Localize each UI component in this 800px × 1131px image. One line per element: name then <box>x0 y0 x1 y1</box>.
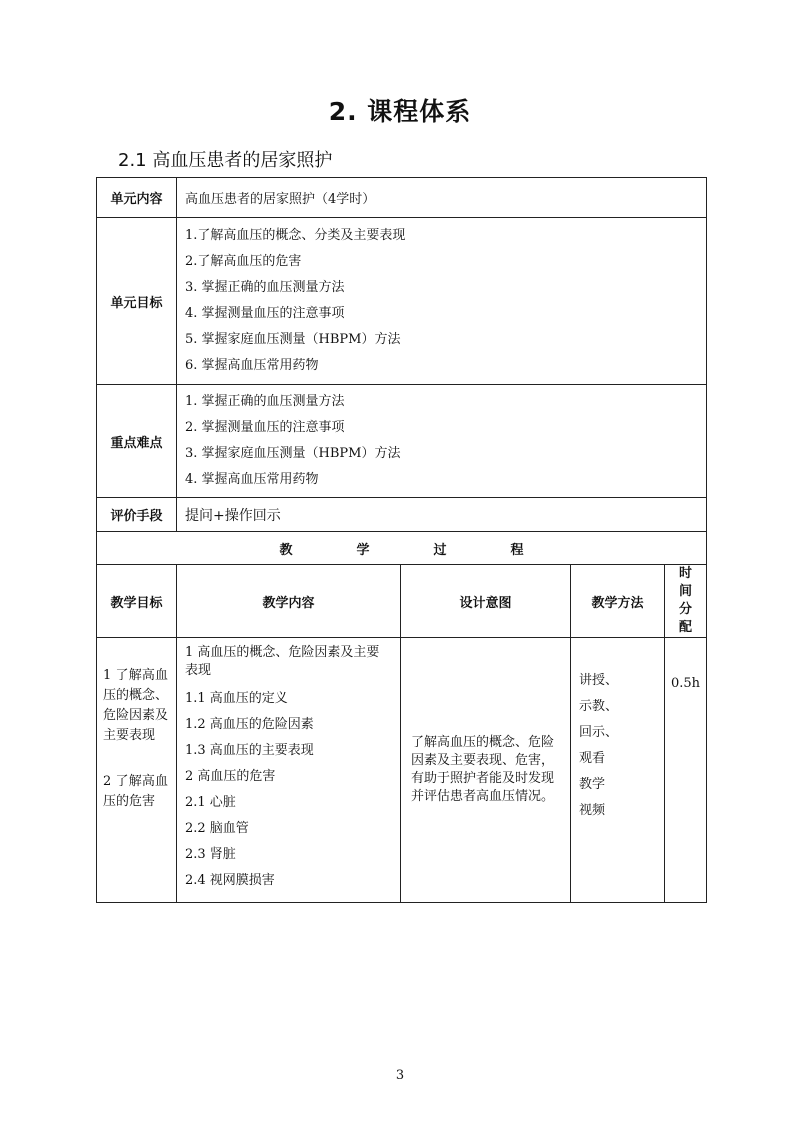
page-number: 3 <box>395 1068 405 1083</box>
unit-content-row <box>97 178 707 218</box>
list-item: 6. 掌握高血压常用药物 <box>185 358 319 373</box>
content-item: 1.2 高血压的危险因素 <box>185 717 314 732</box>
objective-cell <box>97 638 177 903</box>
method-item: 回示、 <box>579 725 619 740</box>
table-row <box>97 638 707 903</box>
col-header-method: 教学方法 <box>571 565 665 638</box>
key-points-row <box>97 385 707 498</box>
col-header-content: 教学内容 <box>177 565 401 638</box>
objective-1: 1 了解高血压的概念、危险因素及主要表现 <box>103 668 169 743</box>
list-item: 3. 掌握正确的血压测量方法 <box>185 280 345 295</box>
key-points-list <box>177 385 707 498</box>
design-cell: 了解高血压的概念、危险因素及主要表现、危害，有助于照护者能及时发现并评估患者高血压情况。 <box>401 638 571 903</box>
unit-goals-row <box>97 218 707 385</box>
content-item: 1 高血压的概念、危险因素及主要表现 <box>185 645 380 678</box>
list-item: 1.了解高血压的概念、分类及主要表现 <box>185 228 406 243</box>
process-title-char: 学 <box>356 542 370 558</box>
course-table <box>96 177 707 903</box>
content-item: 2.2 脑血管 <box>185 821 249 836</box>
objective-2: 2 了解高血压的危害 <box>103 774 168 809</box>
content-item: 2.3 肾脏 <box>185 847 236 862</box>
method-item: 视频 <box>579 803 606 818</box>
content-item: 2 高血压的危害 <box>185 769 276 784</box>
list-item: 2. 掌握测量血压的注意事项 <box>185 420 345 435</box>
unit-content-value: 高血压患者的居家照护（4学时） <box>177 178 707 218</box>
evaluation-value: 提问+操作回示 <box>177 498 707 532</box>
col-header-objective: 教学目标 <box>97 565 177 638</box>
process-title-char: 教 <box>279 542 293 558</box>
column-header-row <box>97 565 707 638</box>
subsection-heading: 2.1 高血压患者的居家照护 <box>118 150 333 171</box>
unit-goals-list <box>177 218 707 385</box>
content-item: 2.1 心脏 <box>185 795 236 810</box>
evaluation-row <box>97 498 707 532</box>
process-title-row <box>97 532 707 565</box>
content-cell <box>177 638 401 903</box>
list-item: 2.了解高血压的危害 <box>185 254 302 269</box>
list-item: 4. 掌握高血压常用药物 <box>185 472 319 487</box>
section-heading: 2. 课程体系 <box>328 97 472 126</box>
list-item: 5. 掌握家庭血压测量（HBPM）方法 <box>185 332 401 347</box>
evaluation-label: 评价手段 <box>97 498 177 532</box>
unit-content-label: 单元内容 <box>97 178 177 218</box>
method-item: 示教、 <box>579 699 619 714</box>
content-item: 1.1 高血压的定义 <box>185 691 288 706</box>
content-item: 2.4 视网膜损害 <box>185 873 275 888</box>
method-cell <box>571 638 665 903</box>
method-item: 讲授、 <box>579 673 619 688</box>
method-item: 观看 <box>579 751 606 766</box>
key-points-label: 重点难点 <box>97 385 177 498</box>
list-item: 3. 掌握家庭血压测量（HBPM）方法 <box>185 446 401 461</box>
col-header-design: 设计意图 <box>401 565 571 638</box>
list-item: 4. 掌握测量血压的注意事项 <box>185 306 345 321</box>
col-header-time: 时间分配 <box>665 565 707 638</box>
unit-goals-label: 单元目标 <box>97 218 177 385</box>
process-title <box>97 532 707 565</box>
process-title-char: 程 <box>510 542 524 558</box>
list-item: 1. 掌握正确的血压测量方法 <box>185 394 345 409</box>
method-item: 教学 <box>579 777 606 792</box>
process-title-char: 过 <box>433 542 447 558</box>
time-cell: 0.5h <box>665 638 707 903</box>
content-item: 1.3 高血压的主要表现 <box>185 743 314 758</box>
